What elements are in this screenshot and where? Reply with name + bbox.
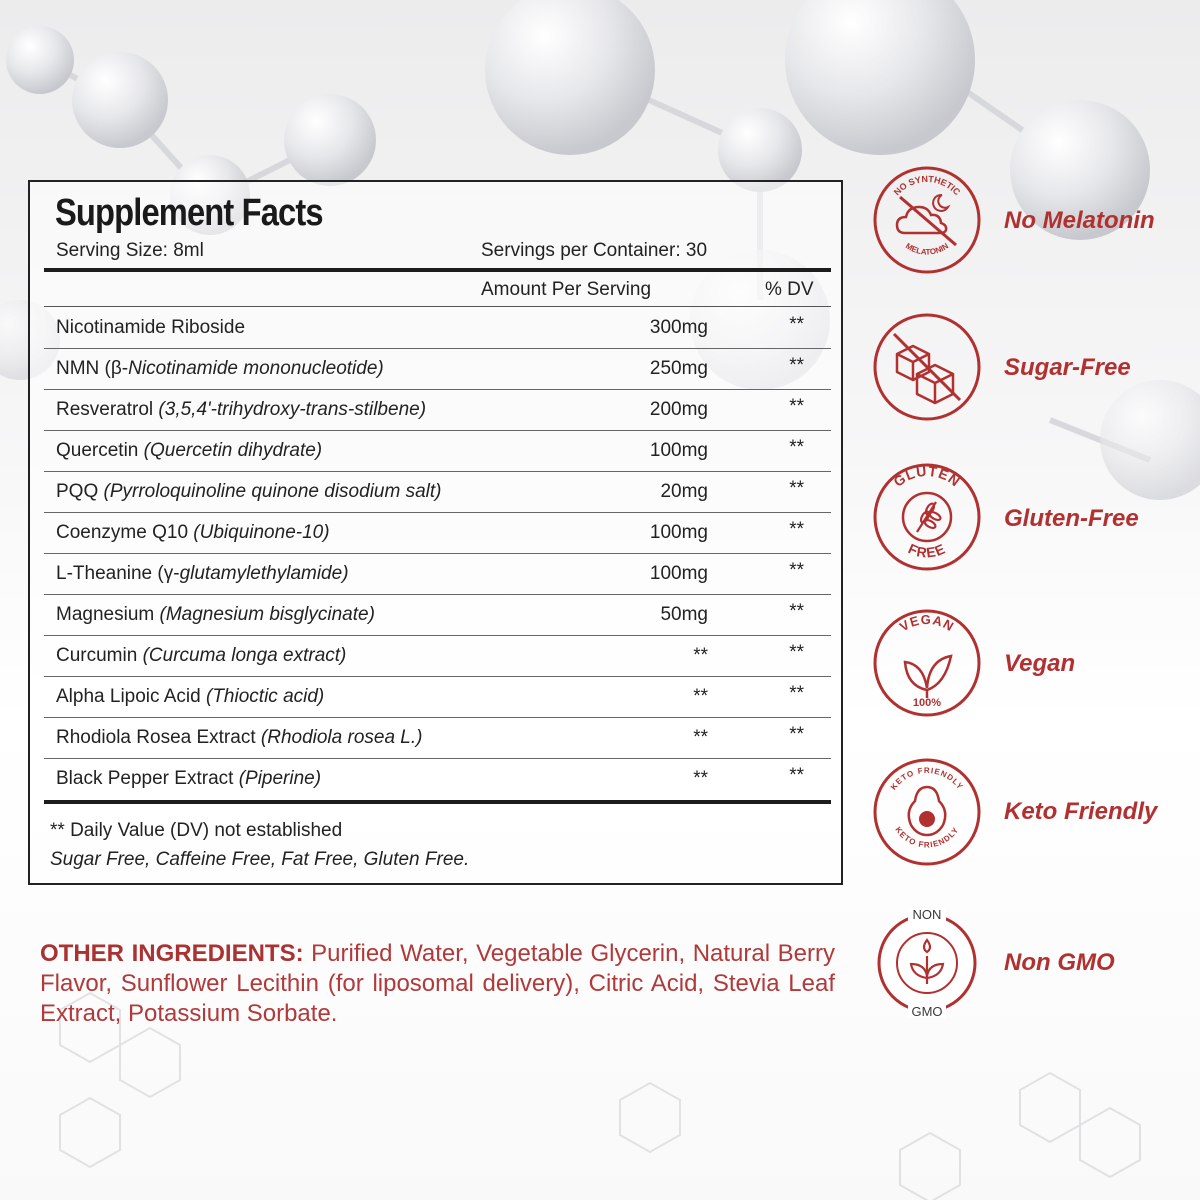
ingredient-dv: **	[789, 683, 804, 704]
dv-header: % DV	[765, 279, 814, 300]
ingredient-amount: 250mg	[649, 358, 708, 379]
svg-text:FREE	[906, 540, 948, 560]
ingredient-dv: **	[789, 642, 804, 663]
badge-ring-top: NO SYNTHETIC	[891, 173, 963, 198]
badge-ring-bottom: MELATONIN	[903, 241, 951, 257]
ingredient-dv: **	[789, 724, 804, 745]
ingredient-name: Magnesium (Magnesium bisglycinate)	[56, 604, 375, 625]
ingredient-dv: **	[789, 601, 804, 622]
svg-text:GLUTEN	[890, 463, 963, 490]
ingredient-table	[44, 308, 831, 800]
bottom-thick-rule	[44, 800, 831, 804]
vegan-icon	[872, 608, 982, 718]
table-row	[44, 308, 831, 349]
table-row	[44, 759, 831, 800]
ingredient-name: PQQ (Pyrroloquinoline quinone disodium salt)	[56, 481, 442, 502]
ingredient-amount: **	[693, 686, 708, 707]
ingredient-dv: **	[789, 478, 804, 499]
badge-ring-top: VEGAN	[896, 611, 958, 635]
table-row	[44, 349, 831, 390]
table-row	[44, 472, 831, 513]
ingredient-amount: 100mg	[649, 563, 708, 584]
ingredient-dv: **	[789, 314, 804, 335]
ingredient-amount: 100mg	[649, 522, 708, 543]
ingredient-amount: 200mg	[649, 399, 708, 420]
ingredient-name: Curcumin (Curcuma longa extract)	[56, 645, 347, 666]
ingredient-name: L-Theanine (γ-glutamylethylamide)	[56, 563, 349, 584]
ingredient-amount: **	[693, 645, 708, 666]
badge-ring-bottom: GMO	[911, 1004, 943, 1018]
header-rule	[44, 306, 831, 307]
badge-label-gluten-free: Gluten-Free	[1004, 505, 1139, 532]
ingredient-amount: 300mg	[649, 317, 708, 338]
top-thick-rule	[44, 268, 831, 272]
ingredient-amount: **	[693, 768, 708, 789]
ingredient-amount: 100mg	[649, 440, 708, 461]
ingredient-name: Rhodiola Rosea Extract (Rhodiola rosea L.)	[56, 727, 423, 748]
other-ingredients-label: OTHER INGREDIENTS:	[40, 940, 304, 967]
ingredient-name: Coenzyme Q10 (Ubiquinone-10)	[56, 522, 330, 543]
badge-ring-bottom: FREE	[905, 540, 949, 561]
table-row	[44, 390, 831, 431]
ingredient-dv: **	[789, 560, 804, 581]
other-ingredients-text: Purified Water, Vegetable Glycerin, Natural Berry Flavor, Sunflower Lecithin (for liposomal delivery), Citric Acid, Stevia Leaf Extract, Potassium Sorbate.	[40, 940, 835, 1027]
ingredient-dv: **	[789, 519, 804, 540]
ingredient-name: Alpha Lipoic Acid (Thioctic acid)	[56, 686, 325, 707]
badge-label-no-melatonin: No Melatonin	[1004, 207, 1155, 234]
facts-title: Supplement Facts	[55, 192, 323, 234]
table-row	[44, 513, 831, 554]
badge-ring-bottom: KETO FRIENDLY	[893, 825, 961, 850]
badge-ring-bottom: 100%	[912, 697, 942, 709]
ingredient-amount: **	[693, 727, 708, 748]
svg-text:NO SYNTHETIC	[892, 174, 963, 198]
other-ingredients	[40, 939, 835, 1029]
keto-friendly-icon	[872, 757, 982, 867]
badge-ring-top: KETO FRIENDLY	[888, 765, 966, 792]
table-row	[44, 636, 831, 677]
ingredient-dv: **	[789, 437, 804, 458]
ingredient-amount: 20mg	[660, 481, 708, 502]
badge-ring-top: GLUTEN	[890, 462, 964, 490]
non-gmo-icon	[872, 908, 982, 1018]
badge-ring-top: NON	[912, 908, 942, 922]
amount-per-serving-header: Amount Per Serving	[481, 279, 652, 300]
serving-size: Serving Size: 8ml	[56, 240, 204, 261]
ingredient-dv: **	[789, 355, 804, 376]
badge-label-sugar-free: Sugar-Free	[1004, 354, 1131, 381]
dv-footnote: ** Daily Value (DV) not established	[50, 820, 343, 841]
ingredient-name: Resveratrol (3,5,4'-trihydroxy-trans-stilbene)	[56, 399, 427, 420]
sugar-free-icon	[872, 312, 982, 422]
ingredient-name: Black Pepper Extract (Piperine)	[56, 768, 322, 789]
table-row	[44, 718, 831, 759]
table-row	[44, 595, 831, 636]
servings-per-container: Servings per Container: 30	[481, 240, 708, 261]
ingredient-name: Nicotinamide Riboside	[56, 317, 246, 338]
ingredient-name: NMN (β-Nicotinamide mononucleotide)	[56, 358, 384, 379]
ingredient-dv: **	[789, 396, 804, 417]
free-from-footnote: Sugar Free, Caffeine Free, Fat Free, Gluten Free.	[50, 849, 470, 870]
svg-text:KETO FRIENDLY	[893, 825, 960, 849]
badge-label-non-gmo: Non GMO	[1004, 949, 1115, 976]
svg-text:MELATONIN	[904, 241, 950, 256]
no-melatonin-icon	[872, 165, 982, 275]
ingredient-amount: 50mg	[660, 604, 708, 625]
supplement-facts-panel	[28, 180, 843, 885]
badge-label-keto-friendly: Keto Friendly	[1004, 798, 1158, 825]
table-row	[44, 431, 831, 472]
ingredient-dv: **	[789, 765, 804, 786]
ingredient-name: Quercetin (Quercetin dihydrate)	[56, 440, 323, 461]
table-row	[44, 677, 831, 718]
badge-label-vegan: Vegan	[1004, 650, 1076, 677]
gluten-free-icon	[872, 462, 982, 572]
table-row	[44, 554, 831, 595]
